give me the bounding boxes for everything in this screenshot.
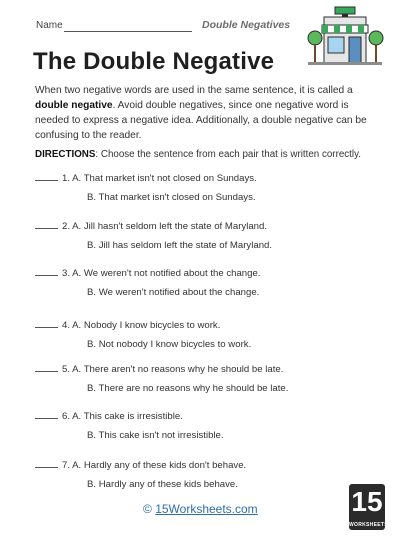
option-a: 3. A. We weren't not notified about the change. (62, 268, 261, 279)
intro-paragraph (35, 83, 370, 143)
intro-text-2: . Avoid double negatives, since one negative word is needed to express a negative idea. Additionally, a double negative can be confusing to the reader. (35, 100, 367, 141)
intro-text-1: When two negative words are used in the same sentence, it is called a (35, 85, 353, 96)
directions-text: : Choose the sentence from each pair that is written correctly. (95, 149, 361, 160)
option-a: 4. A. Nobody I know bicycles to work. (62, 320, 221, 331)
question-1 (35, 171, 257, 205)
name-field-line[interactable] (64, 31, 192, 32)
question-7 (35, 458, 246, 492)
name-label: Name (36, 20, 63, 31)
page-title: The Double Negative (33, 48, 275, 75)
logo-number: 15 (351, 486, 383, 517)
question-4 (35, 318, 251, 352)
question-6 (35, 409, 224, 443)
option-a: 1. A. That market isn't not closed on Sundays. (62, 173, 257, 184)
option-a: 5. A. There aren't no reasons why he should be late. (62, 364, 284, 375)
question-2 (35, 219, 272, 253)
brand-logo (349, 484, 388, 530)
option-a: 7. A. Hardly any of these kids don't behave. (62, 460, 247, 471)
option-b: B. There are no reasons why he should be late. (87, 383, 289, 394)
worksheet-title: Double Negatives (202, 19, 291, 31)
answer-blank[interactable] (35, 171, 58, 181)
directions (35, 149, 375, 160)
logo-text: WORKSHEETS (349, 522, 388, 528)
option-b: B. This cake isn't not irresistible. (87, 430, 224, 441)
answer-blank[interactable] (35, 266, 58, 276)
option-b: B. We weren't notified about the change. (87, 287, 260, 298)
answer-blank[interactable] (35, 409, 58, 419)
option-a: 2. A. Jill hasn't seldom left the state of Maryland. (62, 221, 268, 232)
option-b: B. Jill has seldom left the state of Maryland. (87, 240, 273, 251)
answer-blank[interactable] (35, 458, 58, 468)
answer-blank[interactable] (35, 219, 58, 229)
copyright-symbol: © (143, 502, 152, 516)
footer-link[interactable] (143, 502, 258, 516)
option-b: B. Not nobody I know bicycles to work. (87, 339, 252, 350)
storefront-icon (306, 5, 384, 69)
option-a: 6. A. This cake is irresistible. (62, 411, 183, 422)
question-3 (35, 266, 260, 300)
directions-label: DIRECTIONS (35, 149, 96, 160)
intro-bold-term: double negative (35, 100, 113, 111)
site-link[interactable]: 15Worksheets.com (155, 502, 258, 516)
answer-blank[interactable] (35, 318, 58, 328)
answer-blank[interactable] (35, 362, 58, 372)
question-5 (35, 362, 288, 396)
option-b: B. Hardly any of these kids behave. (87, 479, 238, 490)
option-b: B. That market isn't closed on Sundays. (87, 192, 256, 203)
